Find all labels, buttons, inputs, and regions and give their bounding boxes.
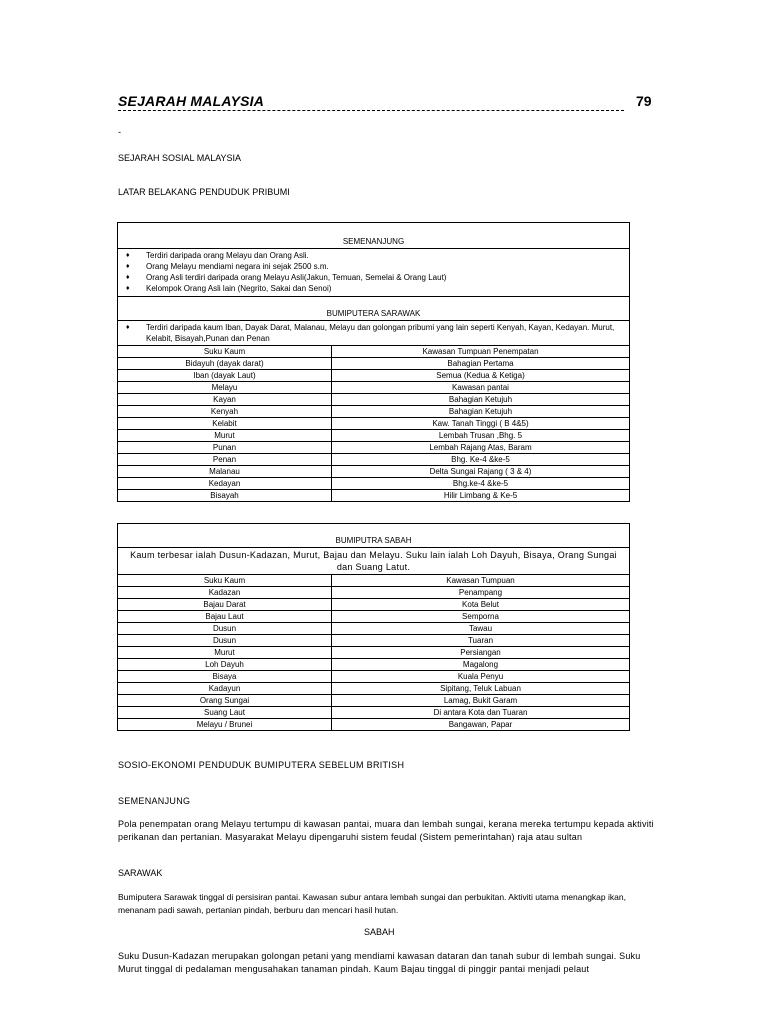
kawasan-cell: Tawau [332,623,630,635]
sarawak-intro [118,321,630,346]
socio-sabah-heading: SABAH [364,927,395,937]
bullet-icon: ♦ [126,263,130,270]
table-row [118,647,630,659]
kawasan-cell: Bahagian Pertama [332,358,630,370]
table-row [118,223,630,249]
table-row [118,358,630,370]
bullet-text: Orang Asli terdiri daripada orang Melayu Asli(Jakun, Temuan, Semelai & Orang Laut) [146,273,447,282]
list-item [121,283,626,294]
suku-kaum-cell: Dusun [118,635,332,647]
socio-sabah-text: Suku Dusun-Kadazan merupakan golongan petani yang mendiami kawasan dataran dan tanah subur di lembah sungai. Suku Murut tinggal di pedalaman mengusahakan tanaman pindah. Kaum Bajau tinggal di pinggir pantai menjadi pelaut [118,951,641,974]
table-row [118,587,630,599]
table-row [118,406,630,418]
suku-kaum-cell: Bajau Darat [118,599,332,611]
table-row [118,370,630,382]
table-row [118,623,630,635]
kawasan-cell: Lembah Trusan ,Bhg. 5 [332,430,630,442]
table-row [118,611,630,623]
suku-kaum-cell: Melayu / Brunei [118,719,332,731]
bullet-text: Terdiri daripada orang Melayu dan Orang Asli. [146,251,309,260]
suku-kaum-cell: Murut [118,647,332,659]
socio-sarawak-text: Bumiputera Sarawak tinggal di persisiran pantai. Kawasan subur antara lembah sungai dan perbukitan. Aktiviti utama menangkap ikan, menanam padi sawah, pertanian pindah, berburu dan mencari hasil hutan. [118,892,626,915]
table-row [118,394,630,406]
kawasan-cell: Kaw. Tanah Tinggi ( B 4&5) [332,418,630,430]
suku-kaum-cell: Kenyah [118,406,332,418]
table-row [118,454,630,466]
socio-sarawak-heading: SARAWAK [118,868,163,878]
kawasan-cell: Kota Belut [332,599,630,611]
table-row [118,321,630,346]
sabah-heading: BUMIPUTRA SABAH [118,524,630,548]
suku-kaum-cell: Loh Dayuh [118,659,332,671]
bullet-text: Kelompok Orang Asli lain (Negrito, Sakai dan Senoi) [146,284,332,293]
subsection-title: LATAR BELAKANG PENDUDUK PRIBUMI [118,187,290,197]
table-header-row [118,346,630,358]
table-row [118,430,630,442]
kawasan-cell: Kawasan pantai [332,382,630,394]
kawasan-cell: Kuala Penyu [332,671,630,683]
header-divider [118,110,624,112]
kawasan-cell: Semporna [332,611,630,623]
bullet-icon: ♦ [126,252,130,259]
suku-kaum-cell: Kelabit [118,418,332,430]
kawasan-cell: Bhg.ke-4 &ke-5 [332,478,630,490]
column-header-suku-kaum: Suku Kaum [118,575,332,587]
suku-kaum-cell: Kadayun [118,683,332,695]
kawasan-cell: Bangawan, Papar [332,719,630,731]
table-header-row [118,575,630,587]
list-item [121,272,626,283]
suku-kaum-cell: Kayan [118,394,332,406]
suku-kaum-cell: Suang Laut [118,707,332,719]
kawasan-cell: Delta Sungai Rajang ( 3 & 4) [332,466,630,478]
header-divider-tail: - [118,127,121,137]
semenanjung-sarawak-table [117,222,630,502]
kawasan-cell: Magalong [332,659,630,671]
table-row [118,707,630,719]
kawasan-cell: Bahagian Ketujuh [332,394,630,406]
column-header-kawasan: Kawasan Tumpuan Penempatan [332,346,630,358]
kawasan-cell: Hilir Limbang & Ke-5 [332,490,630,502]
sabah-intro: Kaum terbesar ialah Dusun-Kadazan, Murut, Bajau dan Melayu. Suku lain ialah Loh Dayuh, Bisaya, Orang Sungai dan Suang Latut. [118,548,630,575]
semenanjung-heading: SEMENANJUNG [118,223,630,249]
suku-kaum-cell: Punan [118,442,332,454]
kawasan-cell: Persiangan [332,647,630,659]
kawasan-cell: Bahagian Ketujuh [332,406,630,418]
suku-kaum-cell: Iban (dayak Laut) [118,370,332,382]
kawasan-cell: Bhg. Ke-4 &ke-5 [332,454,630,466]
kawasan-cell: Di antara Kota dan Tuaran [332,707,630,719]
table-row [118,635,630,647]
suku-kaum-cell: Orang Sungai [118,695,332,707]
bullet-text: Orang Melayu mendiami negara ini sejak 2500 s.m. [146,262,329,271]
suku-kaum-cell: Bisayah [118,490,332,502]
sarawak-heading: BUMIPUTERA SARAWAK [118,297,630,321]
table-row [118,418,630,430]
table-row [118,599,630,611]
socio-semenanjung-heading: SEMENANJUNG [118,796,191,806]
section-title: SEJARAH SOSIAL MALAYSIA [118,153,242,163]
list-item [121,261,626,272]
table-row [118,671,630,683]
suku-kaum-cell: Malanau [118,466,332,478]
bullet-icon: ♦ [126,324,130,331]
sabah-table [117,523,630,731]
table-row [118,297,630,321]
socio-title: SOSIO-EKONOMI PENDUDUK BUMIPUTERA SEBELUM BRITISH [118,760,405,770]
list-item [121,322,626,344]
kawasan-cell: Lembah Rajang Atas, Baram [332,442,630,454]
column-header-suku-kaum: Suku Kaum [118,346,332,358]
suku-kaum-cell: Melayu [118,382,332,394]
table-row [118,719,630,731]
table-row [118,524,630,548]
suku-kaum-cell: Kadazan [118,587,332,599]
bullet-icon: ♦ [126,274,130,281]
suku-kaum-cell: Murut [118,430,332,442]
table-row [118,490,630,502]
suku-kaum-cell: Penan [118,454,332,466]
suku-kaum-cell: Dusun [118,623,332,635]
table-row [118,695,630,707]
bullet-icon: ♦ [126,285,130,292]
table-row [118,249,630,297]
list-item [121,250,626,261]
page-number: 79 [636,93,652,109]
table-row [118,548,630,575]
suku-kaum-cell: Bidayuh (dayak darat) [118,358,332,370]
table-row [118,442,630,454]
table-row [118,683,630,695]
kawasan-cell: Penampang [332,587,630,599]
kawasan-cell: Tuaran [332,635,630,647]
table-row [118,659,630,671]
suku-kaum-cell: Bisaya [118,671,332,683]
semenanjung-bullets [118,249,630,297]
table-row [118,466,630,478]
table-row [118,478,630,490]
kawasan-cell: Lamag, Bukit Garam [332,695,630,707]
bullet-text: Terdiri daripada kaum Iban, Dayak Darat, Malanau, Melayu dan golongan pribumi yang lain seperti Kenyah, Kayan, Kedayan. Murut, Kelabit, Bisayah,Punan dan Penan [146,323,615,343]
suku-kaum-cell: Bajau Laut [118,611,332,623]
kawasan-cell: Semua (Kedua & Ketiga) [332,370,630,382]
suku-kaum-cell: Kedayan [118,478,332,490]
socio-semenanjung-text: Pola penempatan orang Melayu tertumpu di kawasan pantai, muara dan lembah sungai, kerana mereka tertumpu kepada aktiviti perikanan dan pertanian. Masyarakat Melayu dipengaruhi sistem feudal (Sistem pemerintahan) raja atau sultan [118,819,654,842]
column-header-kawasan: Kawasan Tumpuan [332,575,630,587]
table-row [118,382,630,394]
document-title: SEJARAH MALAYSIA [118,93,265,109]
kawasan-cell: Sipitang, Teluk Labuan [332,683,630,695]
